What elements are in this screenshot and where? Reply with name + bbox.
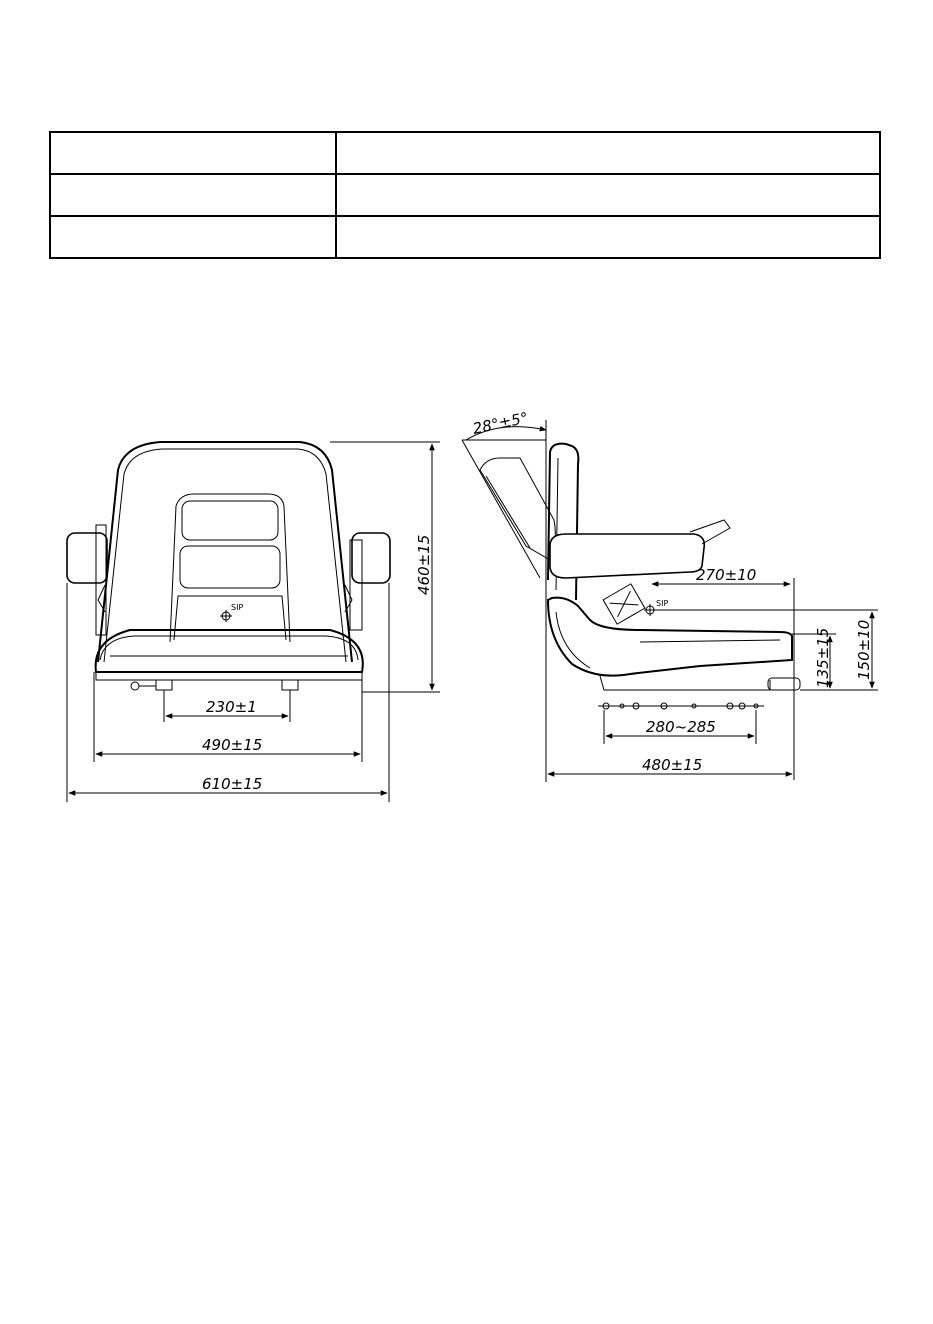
dim-mount-spacing [164, 690, 290, 722]
dim-seat-width [94, 672, 362, 762]
dim-label: 490±15 [202, 736, 263, 754]
dim-height-a [792, 628, 836, 690]
sip-marker [644, 599, 668, 616]
sip-label: SIP [656, 599, 669, 608]
dim-height-b [656, 610, 878, 690]
side-view [462, 409, 878, 782]
dim-label: 480±15 [642, 756, 703, 774]
dim-label: 230±1 [206, 698, 257, 716]
front-view [67, 442, 440, 802]
rail-holes [598, 703, 764, 709]
dim-label: 610±15 [202, 775, 263, 793]
dim-label: 460±15 [415, 534, 433, 595]
dim-slide-range [604, 710, 756, 744]
sip-marker [220, 603, 243, 622]
dim-depth [548, 578, 794, 780]
dim-label: 270±10 [696, 566, 757, 584]
dim-label: 135±15 [814, 627, 832, 688]
dim-label: 150±10 [855, 619, 873, 680]
dim-label: 280~285 [646, 718, 716, 736]
sip-label: SIP [231, 603, 244, 612]
dim-label: 28°±5° [471, 408, 530, 438]
